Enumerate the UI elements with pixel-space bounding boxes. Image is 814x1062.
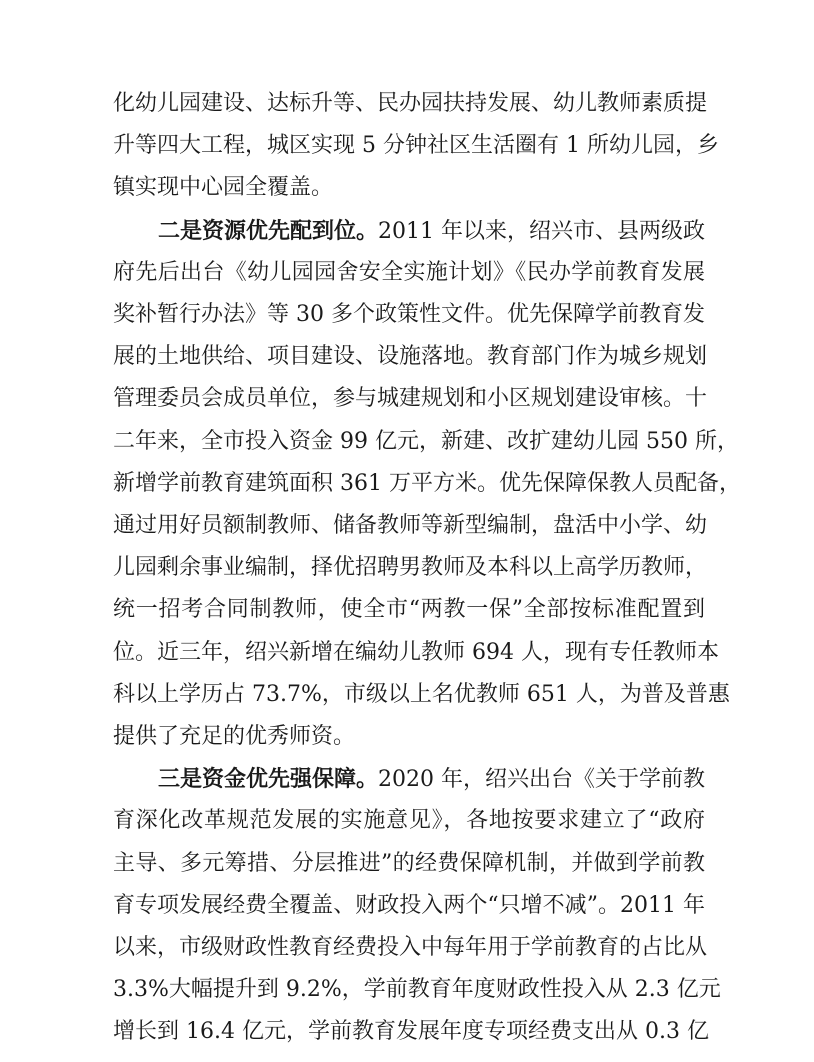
text-line: 科以上学历占 73.7%，市级以上名优教师 651 人，为普及普惠 [113,682,730,707]
text-line: 统一招考合同制教师，使全市“两教一保”全部按标准配置到 [113,597,705,622]
text-line: 育深化改革规范发展的实施意见》，各地按要求建立了“政府 [113,808,705,833]
text-line: 以来，市级财政性教育经费投入中每年用于学前教育的占比从 [113,935,708,960]
text-line: 化幼儿园建设、达标升等、民办园扶持发展、幼儿教师素质提 [113,91,708,116]
text-span: 2011 年以来，绍兴市、县两级政 [378,219,705,244]
text-line: 镇实现中心园全覆盖。 [113,175,334,200]
text-line: 升等四大工程，城区实现 5 分钟社区生活圈有 1 所幼儿园，乡 [113,133,719,158]
text-line: 儿园剩余事业编制，择优招聘男教师及本科以上高学历教师， [113,555,708,580]
text-line: 府先后出台《幼儿园园舍安全实施计划》《民办学前教育发展 [113,260,705,285]
text-line: 二年来，全市投入资金 99 亿元，新建、改扩建幼儿园 550 所， [113,429,739,454]
text-line: 展的土地供给、项目建设、设施落地。教育部门作为城乡规划 [113,344,708,369]
text-line: 增长到 16.4 亿元，学前教育发展年度专项经费支出从 0.3 亿 [113,1019,709,1044]
text-line: 通过用好员额制教师、储备教师等新型编制，盘活中小学、幼 [113,513,708,538]
text-line: 管理委员会成员单位，参与城建规划和小区规划建设审核。十 [113,386,708,411]
text-line: 主导、多元筹措、分层推进”的经费保障机制，并做到学前教 [113,851,705,876]
text-line: 新增学前教育建筑面积 361 万平方米。优先保障保教人员配备， [113,471,741,496]
paragraph-first-line [158,764,705,795]
section-heading: 三是资金优先强保障。 [158,766,379,792]
text-line: 奖补暂行办法》等 30 多个政策性文件。优先保障学前教育发 [113,302,705,327]
text-line: 3.3%大幅提升到 9.2%，学前教育年度财政性投入从 2.3 亿元 [113,977,721,1002]
text-line: 育专项发展经费全覆盖、财政投入两个“只增不减”。2011 年 [113,893,705,918]
text-line: 提供了充足的优秀师资。 [113,724,356,749]
section-heading: 二是资源优先配到位。 [158,218,379,244]
paragraph-first-line [158,216,705,247]
text-span: 2020 年，绍兴出台《关于学前教 [378,767,705,792]
text-line: 位。近三年，绍兴新增在编幼儿教师 694 人，现有专任教师本 [113,640,719,665]
